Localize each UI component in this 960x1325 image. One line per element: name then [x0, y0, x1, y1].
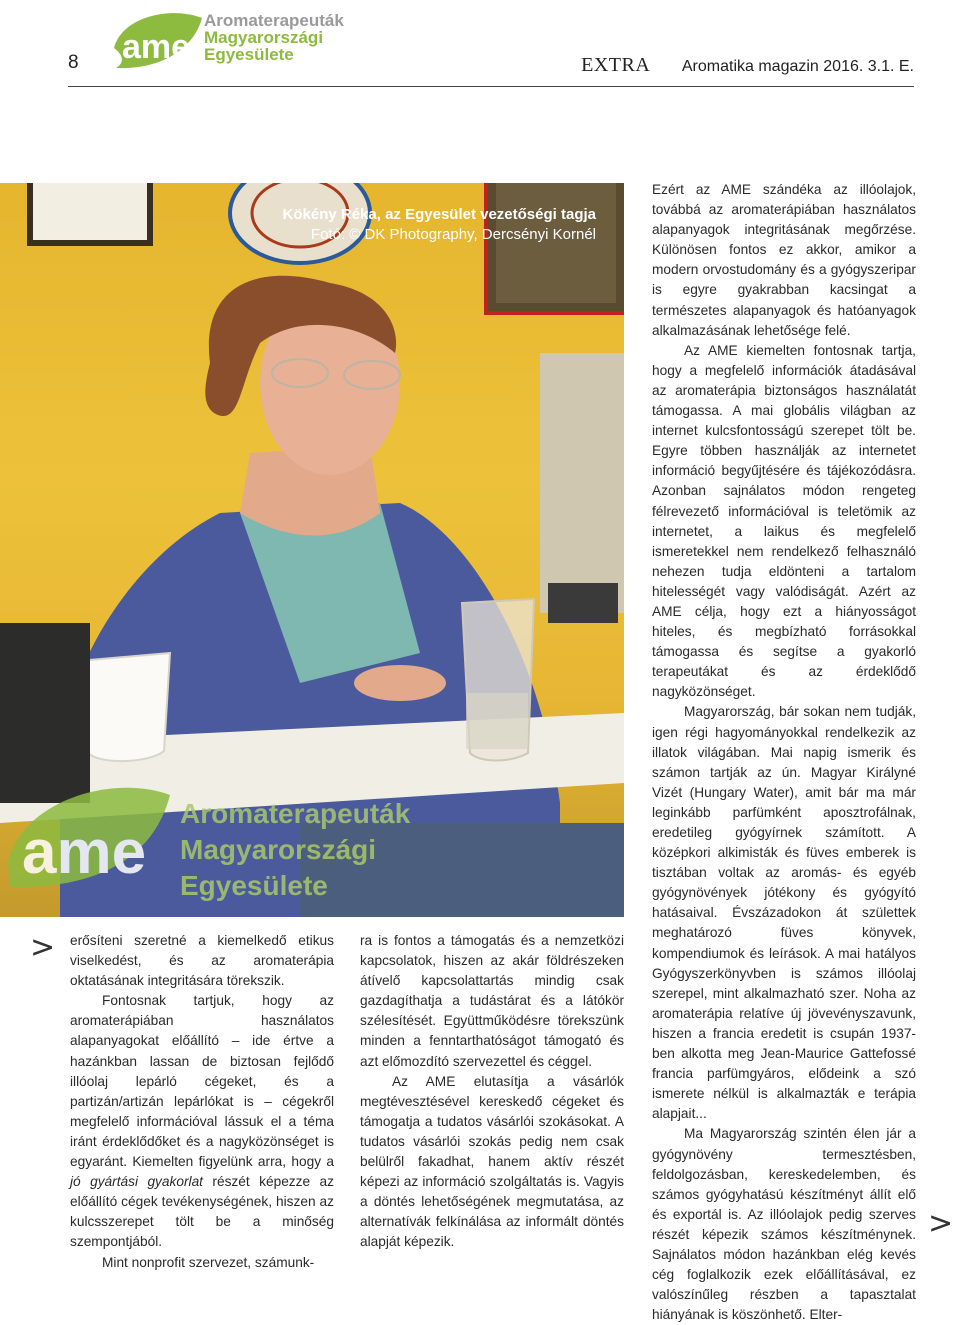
hand: [354, 665, 446, 701]
watermark-line: Egyesülete: [180, 870, 328, 901]
paragraph-text: Fontosnak tartjuk, hogy az aromaterápiában használatos alapanyagokat előállító – ide értve a hazánkban lassan de biztosan fejlődő illóolaj lepárló cégeket, és a partizán/artizán lepárlókat is – cégekről megfelelő információval lássuk el a téma iránt érdeklődőket és a nagyközönséget is egyaránt. Kiemelten figyelünk arra, hogy a jó gyártási gyakorlat részét képezze az előállító cégek tevékenységének, hiszen az kulcsszerepet tölt be a minőség szempontjából.: [70, 993, 334, 1250]
window-panel: [540, 353, 624, 613]
article-column-middle: [360, 931, 624, 1253]
section-label: EXTRA: [581, 54, 651, 76]
paragraph: Ezért az AME szándéka az illóolajok, továbbá az aromaterápiában használatos alapanyagok integritásának megőrzése. Különösen fontos ez akkor, amikor a modern orvostudomány és a gyógyszeripar is egyre gyakrabban kacsingat a természetes alapanyagok és hatóanyagok alkalmazásának lehetősége felé.: [652, 182, 916, 338]
paragraph: Mint nonprofit szervezet, számunk-: [102, 1254, 315, 1270]
watermark-abbr: ame: [22, 818, 147, 887]
photo-scene: [0, 183, 624, 917]
logo-abbr: ame: [122, 28, 191, 66]
association-logo: [112, 8, 342, 74]
caption-credit: Fotó: © DK Photography, Dercsényi Kornél: [310, 226, 596, 243]
continue-marker-right: >: [928, 1206, 954, 1241]
watermark-line: Magyarországi: [180, 834, 377, 865]
paragraph: [70, 991, 334, 1252]
paragraph: erősíteni szeretné a kiemelkedő etikus viselkedést, és az aromaterápia oktatásának integritására törekszik.: [70, 933, 334, 989]
wall-frame-left: [30, 183, 150, 243]
watermark-line: Aromaterapeuták: [180, 798, 411, 829]
article-column-right: [652, 180, 916, 1325]
continue-marker-left: >: [30, 930, 56, 965]
header-info: [581, 54, 914, 77]
article-column-left: [70, 931, 334, 1273]
logo-line: Egyesülete: [204, 45, 294, 64]
paragraph: Az AME elutasítja a vásárlók megtévesztésével kereskedő cégeket és támogatja a tudatos vásárlói szokásokat. A tudatos vásárlói szokás pedig nem csak belülről fakadhat, hanem aktív részét képezi az információ szolgáltatás is. Vagyis a döntés lehetőségének megmutatása, az alternatívák felkínálása az informált döntés alapját képezik.: [360, 1073, 624, 1250]
window-shelf: [548, 583, 618, 623]
caption-name: Kökény Réka, az Egyesület vezetőségi tagja: [282, 206, 596, 223]
logo-line: Aromaterapeuták: [204, 11, 344, 30]
bag: [0, 623, 90, 803]
ame-logo-mark: [112, 8, 204, 74]
paragraph: ra is fontos a támogatás és a nemzetközi kapcsolatok, hiszen az akár földrészeken átívelő kapcsolattartás mindig csak gazdagíthatja a tudástárat és a látókör szélesítését. Együttműködésre törekszünk minden a fenntarthatóságot támogató és azt előmozdító szervezettel és céggel.: [360, 933, 624, 1069]
paragraph: Ma Magyarország szintén élen jár a gyógynövény termesztésben, feldolgozásban, kereskedelemben, és számos gyógyhatású készítményt állít elő és exportál is. Az illóolajok pedig szerves részét képezik számos készítménynek. Sajnálatos módon hazánkban elég kevés cég foglalkozik ezek előállításával, ez valószínűleg részben a tapasztalat hiányának is köszönhető. Elter-: [652, 1126, 916, 1323]
page-number: 8: [68, 52, 79, 73]
header-rule: [68, 86, 914, 87]
logo-line: Magyarországi: [204, 28, 324, 47]
publication-info: Aromatika magazin 2016. 3.1. E.: [681, 58, 914, 75]
paragraph: Az AME kiemelten fontosnak tartja, hogy a megfelelő információk átadásával az aromaterápia biztonságos használatát támogassa. A mai globális világban az internet kulcsfontosságú szerepet tölt be. Egyre többen használják az internetet információ begyűjtésére és tájékozódásra. Azonban sajnálatos módon rengeteg félrevezető információval is teletömik az internetet, a laikus és megfelelő ismeretekkel nem rendelkező felhasználó nehezen tudja eldönteni a tartalom hitelességét vagy valódiságát. Azért az AME célja, hogy ezt a hiányosságot hiteles, és megbízható forrásokkal támogassa és segítse a gyakorló terapeutákat és az érdeklődő nagyközönséget.: [652, 342, 916, 700]
portrait-photo: [0, 183, 624, 917]
coffee-cup: [78, 653, 170, 761]
logo-name: [204, 12, 344, 63]
paragraph: Magyarország, bár sokan nem tudják, igen régi hagyományokkal rendelkezik az illatok világában. Mai napig ismerik és számon tartják az ún. Magyar Királyné Vizét (Hungary Water), amit bár ma már leginkább parfümként aposztrofálnak, eredetileg gyógyírnek számított. A középkori alkimisták és füves emberek is tisztában voltak az aromás- és egyéb gyógynövények jótékony és gyógyító hatásaival. Évszázadokon át születtek meghatározó füves könyvek, kompendiumok és leírások. A mai hatályos Gyógyszerkönyvben is számos illóolaj szerepel, mint alkalmazható szer. Noha az aromaterápia relatíve új jövevényszavunk, hiszen a francia eredetit is csupán 1937-ben alkotta meg Jean-Maurice Gattefossé francia parfümgyáros, elődeink a szó ismerete nélkül is alkalmazták e terápia alapjait...: [652, 704, 916, 1122]
emphasis: jó gyártási gyakorlat: [70, 1174, 203, 1190]
photo-caption: [283, 205, 596, 245]
water-level: [466, 693, 528, 749]
